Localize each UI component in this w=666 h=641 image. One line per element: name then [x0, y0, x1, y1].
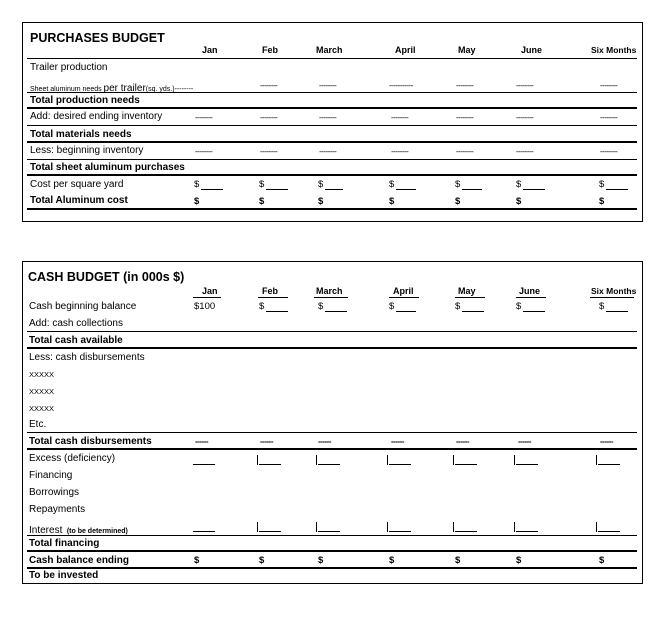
- begin-may-dash: --------: [456, 147, 474, 156]
- cash-budget-title: CASH BUDGET (in 000s $): [28, 270, 185, 284]
- cash-header-rule-march: [314, 297, 348, 298]
- row-to-be-invested: To be invested: [29, 570, 99, 581]
- purchases-rule-1: [27, 92, 637, 93]
- cost-june-blank: [523, 189, 545, 190]
- desired-six-dash: --------: [600, 113, 618, 122]
- excess-jan-blank: [193, 464, 215, 465]
- cash-month-may: May: [458, 286, 476, 296]
- ending-june-dollar: $: [516, 555, 522, 566]
- purchases-month-feb: Feb: [262, 45, 279, 55]
- beginning-six-blank: [606, 311, 628, 312]
- row-total-sheet-purchases: Total sheet aluminum purchases: [30, 162, 185, 173]
- excess-april-bar: [387, 455, 388, 465]
- interest-june-bar: [514, 522, 515, 532]
- row-financing: Financing: [29, 470, 73, 481]
- row-etc: Etc.: [29, 419, 47, 430]
- begin-jan-dash: --------: [195, 147, 213, 156]
- purchases-rule-7: [27, 208, 637, 210]
- beginning-jan-value: $100: [194, 301, 216, 312]
- cost-april-blank: [396, 189, 416, 190]
- cash-month-june: June: [519, 286, 541, 296]
- beginning-april-blank: [396, 311, 416, 312]
- row-add-cash-collections: Add: cash collections: [29, 318, 123, 329]
- cash-header-rule: [193, 297, 221, 298]
- beginning-april-dollar: $: [389, 301, 395, 312]
- beginning-march-dollar: $: [318, 301, 324, 312]
- cash-month-feb: Feb: [262, 286, 279, 296]
- ending-feb-dollar: $: [259, 555, 265, 566]
- cost-may-dollar: $: [455, 179, 461, 190]
- ending-six-dollar: $: [599, 555, 605, 566]
- beginning-may-dollar: $: [455, 301, 461, 312]
- begin-march-dash: --------: [319, 147, 337, 156]
- cash-rule-1: [27, 331, 637, 332]
- interest-feb-blank: [259, 531, 281, 532]
- interest-six-bar: [596, 522, 597, 532]
- ending-april-dollar: $: [389, 555, 395, 566]
- cash-month-march: March: [316, 286, 343, 296]
- purchases-month-april: April: [395, 45, 416, 55]
- disb-march-dash: ------: [318, 437, 331, 446]
- disb-may-dash: ------: [456, 437, 469, 446]
- beginning-march-blank: [325, 311, 347, 312]
- total-cost-jan-dollar: $: [194, 196, 200, 207]
- desired-jan-dash: --------: [195, 113, 213, 122]
- row-excess-deficiency: Excess (deficiency): [29, 453, 116, 464]
- excess-six-bar: [596, 455, 597, 465]
- disb-april-dash: ------: [391, 437, 404, 446]
- row-less-beginning-inventory: Less: beginning inventory: [30, 145, 144, 156]
- sheet-june-dash: --------: [516, 81, 534, 90]
- cash-rule-3: [27, 432, 637, 433]
- interest-label: Interest: [29, 525, 63, 536]
- cost-may-blank: [462, 189, 482, 190]
- cost-march-blank: [325, 189, 343, 190]
- begin-feb-dash: --------: [260, 147, 278, 156]
- purchases-month-march: March: [316, 45, 343, 55]
- cost-feb-blank: [266, 189, 288, 190]
- row-repayments: Repayments: [29, 504, 86, 515]
- row-borrowings: Borrowings: [29, 487, 80, 498]
- purchases-month-jan: Jan: [202, 45, 218, 55]
- cost-six-dollar: $: [599, 179, 605, 190]
- interest-march-bar: [316, 522, 317, 532]
- row-total-cash-disbursements: Total cash disbursements: [29, 436, 152, 447]
- excess-six-blank: [598, 464, 620, 465]
- excess-may-blank: [455, 464, 477, 465]
- cost-feb-dollar: $: [259, 179, 265, 190]
- row-cash-beginning-balance: Cash beginning balance: [29, 301, 137, 312]
- excess-march-bar: [316, 455, 317, 465]
- cash-header-rule-june: [516, 297, 546, 298]
- row-cost-per-square-yard: Cost per square yard: [30, 179, 124, 190]
- cash-rule-5: [27, 535, 637, 536]
- cash-month-jan: Jan: [202, 286, 218, 296]
- excess-feb-bar: [257, 455, 258, 465]
- desired-march-dash: --------: [319, 113, 337, 122]
- cost-march-dollar: $: [318, 179, 324, 190]
- disb-june-dash: ------: [518, 437, 531, 446]
- cost-six-blank: [606, 189, 628, 190]
- beginning-feb-dollar: $: [259, 301, 265, 312]
- desired-april-dash: --------: [391, 113, 409, 122]
- total-cost-may-dollar: $: [455, 196, 461, 207]
- interest-six-blank: [598, 531, 620, 532]
- purchases-rule-5: [27, 159, 637, 160]
- total-cost-march-dollar: $: [318, 196, 324, 207]
- sheet-needs-mid: per trailer: [103, 83, 146, 94]
- ending-march-dollar: $: [318, 555, 324, 566]
- cost-june-dollar: $: [516, 179, 522, 190]
- row-add-desired-inventory: Add: desired ending inventory: [30, 111, 163, 122]
- row-xxxxx-2: XXXXX: [29, 387, 55, 396]
- sheet-may-dash: --------: [456, 81, 474, 90]
- desired-june-dash: --------: [516, 113, 534, 122]
- row-total-materials-needs: Total materials needs: [30, 129, 132, 140]
- sheet-six-dash: --------: [600, 81, 618, 90]
- interest-note: (to be determined): [66, 528, 128, 535]
- total-cost-six-dollar: $: [599, 196, 605, 207]
- sheet-april-dash: -----------: [389, 81, 413, 90]
- ending-jan-dollar: $: [194, 555, 200, 566]
- excess-april-blank: [389, 464, 411, 465]
- interest-may-blank: [455, 531, 477, 532]
- beginning-six-dollar: $: [599, 301, 605, 312]
- cash-header-rule-april: [389, 297, 419, 298]
- purchases-month-june: June: [521, 45, 543, 55]
- row-total-aluminum-cost: Total Aluminum cost: [30, 195, 128, 206]
- purchases-month-six-months: Six Months: [591, 45, 637, 55]
- cash-month-april: April: [393, 286, 414, 296]
- purchases-rule-4: [27, 141, 637, 143]
- purchases-rule-3: [27, 125, 637, 126]
- beginning-june-dollar: $: [516, 301, 522, 312]
- total-cost-april-dollar: $: [389, 196, 395, 207]
- interest-june-blank: [516, 531, 538, 532]
- sheet-feb-dash: --------: [260, 81, 278, 90]
- cash-rule-6: [27, 550, 637, 552]
- cash-header-rule-six: [590, 297, 634, 298]
- purchases-rule-2: [27, 107, 637, 109]
- purchases-rule-6: [27, 174, 637, 176]
- disb-jan-dash: ------: [195, 437, 208, 446]
- purchases-header-rule: [27, 58, 637, 59]
- desired-may-dash: --------: [456, 113, 474, 122]
- interest-april-blank: [389, 531, 411, 532]
- ending-may-dollar: $: [455, 555, 461, 566]
- cost-jan-blank: [201, 189, 223, 190]
- cash-rule-4: [27, 448, 637, 450]
- row-total-production-needs: Total production needs: [30, 95, 140, 106]
- desired-feb-dash: --------: [260, 113, 278, 122]
- interest-march-blank: [318, 531, 340, 532]
- cash-header-rule-may: [455, 297, 485, 298]
- begin-june-dash: --------: [516, 147, 534, 156]
- cash-rule-2: [27, 347, 637, 349]
- interest-jan-blank: [193, 531, 215, 532]
- begin-april-dash: --------: [391, 147, 409, 156]
- excess-may-bar: [453, 455, 454, 465]
- row-trailer-production: Trailer production: [30, 62, 108, 73]
- interest-feb-bar: [257, 522, 258, 532]
- excess-march-blank: [318, 464, 340, 465]
- disb-six-dash: ------: [600, 437, 613, 446]
- beginning-may-blank: [462, 311, 484, 312]
- cost-jan-dollar: $: [194, 179, 200, 190]
- sheet-march-dash: --------: [319, 81, 337, 90]
- cost-april-dollar: $: [389, 179, 395, 190]
- row-xxxxx-3: XXXXX: [29, 404, 55, 413]
- sheet-needs-prefix: Sheet aluminum needs: [30, 86, 104, 93]
- row-cash-balance-ending: Cash balance ending: [29, 555, 130, 566]
- row-total-financing: Total financing: [29, 538, 100, 549]
- sheet-needs-suffix: (sq. yds.)--------: [145, 86, 194, 93]
- total-cost-june-dollar: $: [516, 196, 522, 207]
- row-less-cash-disbursements: Less: cash disbursements: [29, 352, 145, 363]
- begin-six-dash: --------: [600, 147, 618, 156]
- disb-feb-dash: ------: [260, 437, 273, 446]
- excess-june-bar: [514, 455, 515, 465]
- beginning-feb-blank: [266, 311, 288, 312]
- row-total-cash-available: Total cash available: [29, 335, 123, 346]
- cash-month-six-months: Six Months: [591, 286, 637, 296]
- total-cost-feb-dollar: $: [259, 196, 265, 207]
- excess-feb-blank: [259, 464, 281, 465]
- purchases-month-may: May: [458, 45, 476, 55]
- interest-may-bar: [453, 522, 454, 532]
- interest-april-bar: [387, 522, 388, 532]
- row-xxxxx-1: XXXXX: [29, 370, 55, 379]
- beginning-june-blank: [523, 311, 545, 312]
- excess-june-blank: [516, 464, 538, 465]
- cash-header-rule-feb: [258, 297, 288, 298]
- purchases-budget-title: PURCHASES BUDGET: [30, 31, 165, 45]
- cash-rule-7: [27, 567, 637, 569]
